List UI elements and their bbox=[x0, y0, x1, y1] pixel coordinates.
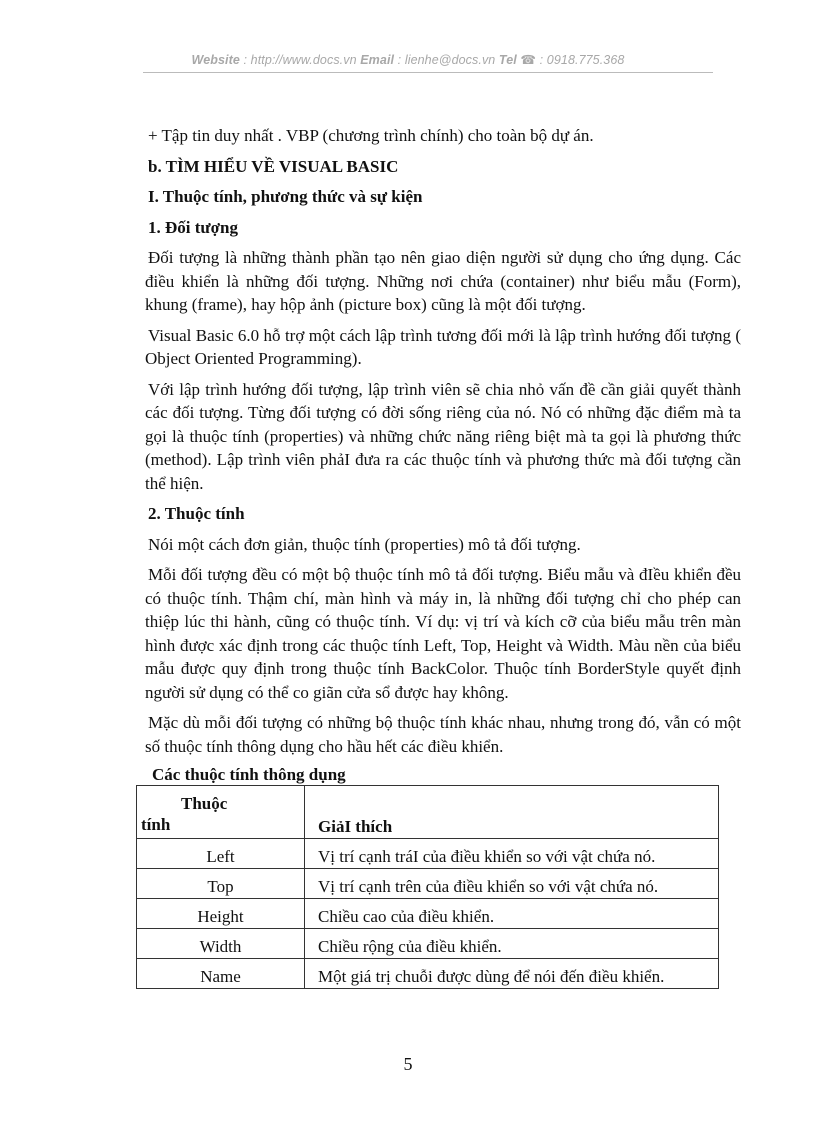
table-header-property-line1: Thuộc bbox=[181, 794, 228, 813]
body-line-vbp: + Tập tin duy nhất . VBP (chương trình chính) cho toàn bộ dự án. bbox=[148, 126, 594, 145]
table-row bbox=[137, 869, 719, 899]
heading-section-I: I. Thuộc tính, phương thức và sự kiện bbox=[148, 187, 423, 206]
header-divider bbox=[143, 72, 713, 73]
paragraph-objects: Đối tượng là những thành phần tạo nên giao diện người sử dụng cho ứng dụng. Các điều khiển là những đối tượng. Những nơi chứa (container) như biểu mẫu (Form), khung (frame), hay hộp ảnh (picture box) cũng là một đối tượng. bbox=[145, 248, 741, 314]
table-header-description: GiảI thích bbox=[305, 786, 719, 839]
table-cell-property: Left bbox=[137, 839, 305, 869]
table-cell-property: Width bbox=[137, 929, 305, 959]
table-cell-description: Một giá trị chuỗi được dùng để nói đến điều khiển. bbox=[305, 959, 719, 989]
email-value: lienhe@docs.vn bbox=[404, 53, 496, 67]
website-label: Website bbox=[191, 53, 240, 67]
paragraph-oop: Visual Basic 6.0 hỗ trợ một cách lập trình tương đối mới là lập trình hướng đối tượng ( Object Oriented Programming). bbox=[145, 325, 741, 368]
paragraph-properties-intro: Nói một cách đơn giản, thuộc tính (properties) mô tả đối tượng. bbox=[148, 534, 581, 554]
table-cell-property: Height bbox=[137, 899, 305, 929]
table-header-row bbox=[137, 786, 719, 839]
page-number: 5 bbox=[403, 1054, 413, 1074]
properties-table bbox=[136, 785, 719, 989]
page-header: Website : http://www.docs.vn Email : lienhe@docs.vn Tel ☎ : 0918.775.368 bbox=[191, 53, 625, 67]
heading-properties: 2. Thuộc tính bbox=[148, 504, 245, 523]
table-cell-description: Vị trí cạnh tráI của điều khiển so với vật chứa nó. bbox=[305, 839, 719, 869]
table-row bbox=[137, 899, 719, 929]
table-header-property bbox=[137, 786, 305, 839]
table-row bbox=[137, 959, 719, 989]
table-cell-description: Vị trí cạnh trên của điều khiển so với vật chứa nó. bbox=[305, 869, 719, 899]
table-cell-property: Name bbox=[137, 959, 305, 989]
table-row bbox=[137, 839, 719, 869]
heading-objects: 1. Đối tượng bbox=[148, 217, 238, 237]
tel-label: Tel bbox=[498, 53, 517, 67]
table-cell-description: Chiều rộng của điều khiển. bbox=[305, 929, 719, 959]
paragraph-properties-detail: Mỗi đối tượng đều có một bộ thuộc tính mô tả đối tượng. Biểu mẫu và đIều khiển đều có thuộc tính. Thậm chí, màn hình và máy in, là những đối tượng chỉ cho phép can thiệp lúc thi hành, cũng có thuộc tính. Ví dụ: vị trí và kích cỡ của biểu mẫu trên màn hình được xác định trong các thuộc tính Left, Top, Height và Width. Màu nền của biểu mẫu được quy định trong thuộc tính BackColor. Thuộc tính BorderStyle quyết định người sử dụng có thể co giãn cửa sổ được hay không. bbox=[145, 565, 741, 702]
table-cell-property: Top bbox=[137, 869, 305, 899]
email-label: Email bbox=[360, 53, 395, 67]
table-header-property-line2: tính bbox=[141, 815, 171, 834]
heading-b: b. TÌM HIỂU VỀ VISUAL BASIC bbox=[148, 156, 399, 176]
paragraph-common-properties: Mặc dù mỗi đối tượng có những bộ thuộc tính khác nhau, nhưng trong đó, vẫn có một số thuộc tính thông dụng cho hầu hết các điều khiển. bbox=[145, 713, 741, 756]
table-row bbox=[137, 929, 719, 959]
phone-icon: ☎ bbox=[520, 53, 537, 67]
tel-value: 0918.775.368 bbox=[546, 53, 625, 67]
website-value: http://www.docs.vn bbox=[250, 53, 357, 67]
paragraph-oop-detail: Với lập trình hướng đối tượng, lập trình viên sẽ chia nhỏ vấn đề cần giải quyết thành các đối tượng. Từng đối tượng có đời sống riêng của nó. Nó có những đặc điểm mà ta gọi là thuộc tính (properties) và những chức năng riêng biệt mà ta gọi là phương thức (method). Lập trình viên phảI đưa ra các thuộc tính và phương thức mà đối tượng cần thể hiện. bbox=[145, 379, 741, 493]
page-content bbox=[141, 124, 741, 989]
table-caption: Các thuộc tính thông dụng bbox=[152, 765, 346, 784]
table-cell-description: Chiều cao của điều khiển. bbox=[305, 899, 719, 929]
